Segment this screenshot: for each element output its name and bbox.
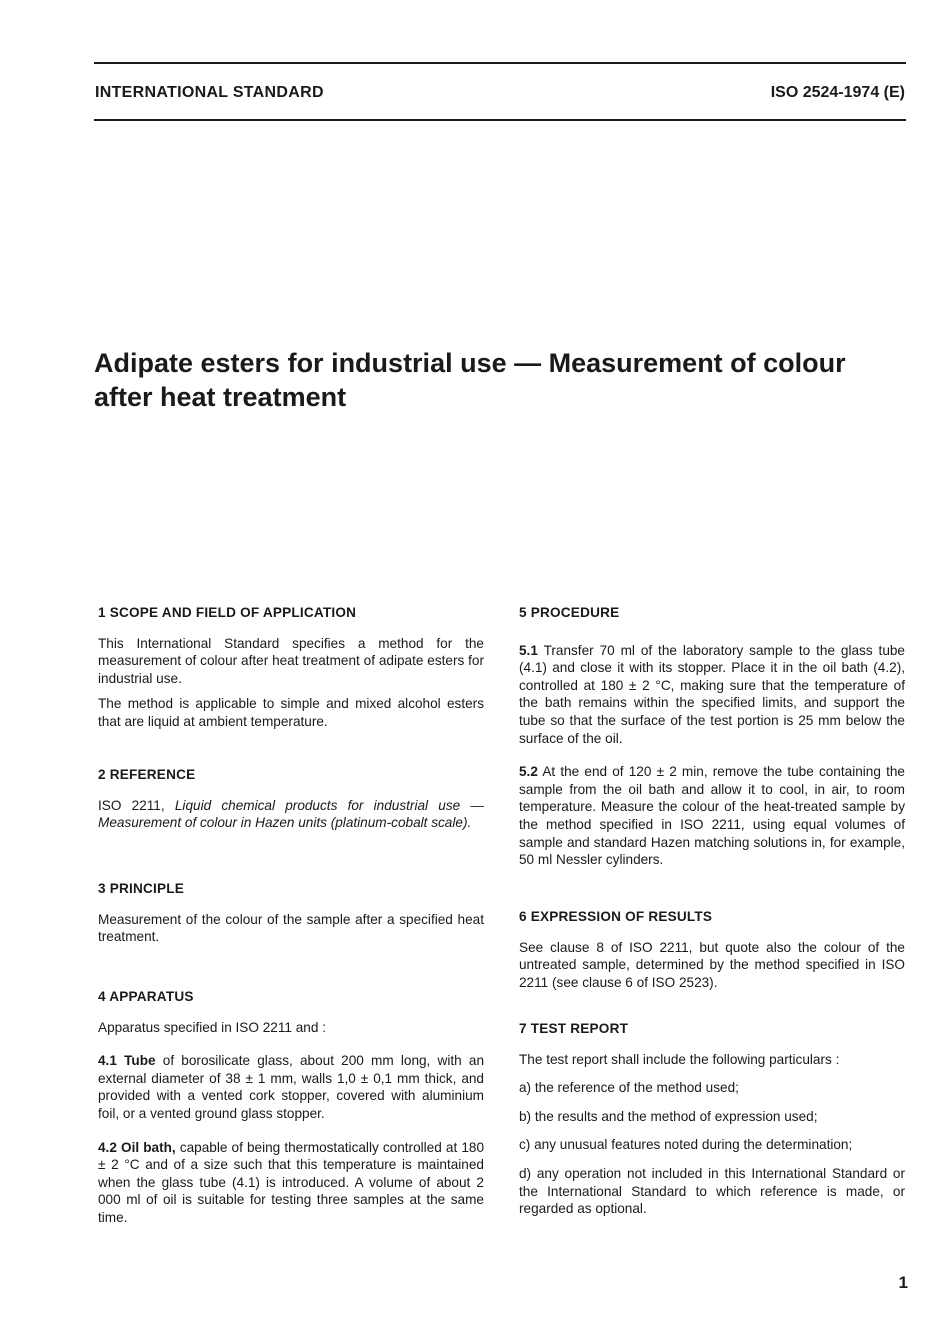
- reference-paragraph: [98, 797, 484, 832]
- step-text: Transfer 70 ml of the laboratory sample to the glass tube (4.1) and close it with its stopper. Place it in the oil bath (4.2), controlled at 180 ± 2 °C, making sure that the temperature of the bath remains within the specified limits, and support the tube so that the surface of the test portion is 25 mm below the surface of the oil.: [519, 642, 905, 746]
- section-expression-of-results: [519, 908, 905, 991]
- step-number: 5.2: [519, 764, 538, 780]
- procedure-step-1: [519, 642, 905, 748]
- paragraph: Apparatus specified in ISO 2211 and :: [98, 1019, 326, 1035]
- header-standard-type: INTERNATIONAL STANDARD: [95, 84, 324, 101]
- list-item: c) any unusual features noted during the determination;: [519, 1137, 853, 1153]
- list-item: a) the reference of the method used;: [519, 1080, 739, 1096]
- procedure-step-2: [519, 763, 905, 869]
- section-test-report: [519, 1020, 905, 1229]
- header-standard-number: ISO 2524-1974 (E): [770, 84, 905, 101]
- item-term: Oil bath,: [121, 1139, 176, 1155]
- test-report-list: [519, 1079, 905, 1218]
- header-bottom-rule: [94, 119, 906, 121]
- reference-code: ISO 2211,: [98, 797, 165, 813]
- section-scope: [98, 604, 484, 731]
- item-number: 4.1: [98, 1053, 117, 1069]
- paragraph: This International Standard specifies a method for the measurement of colour after heat treatment of adipate esters for industrial use.: [98, 635, 484, 686]
- apparatus-item-tube: [98, 1052, 484, 1122]
- section-procedure: [519, 604, 905, 869]
- section-heading: 1 SCOPE AND FIELD OF APPLICATION: [98, 605, 357, 620]
- section-heading: 3 PRINCIPLE: [98, 881, 185, 896]
- section-heading: 4 APPARATUS: [98, 989, 194, 1004]
- section-principle: [98, 880, 484, 946]
- paragraph: The test report shall include the following particulars :: [519, 1051, 840, 1067]
- page-number: 1: [898, 1273, 908, 1292]
- paragraph: The method is applicable to simple and mixed alcohol esters that are liquid at ambient temperature.: [98, 696, 484, 729]
- step-number: 5.1: [519, 642, 538, 658]
- header-top-rule: [94, 62, 906, 64]
- reference-title: Liquid chemical products for industrial use — Measurement of colour in Hazen units (platinum-cobalt scale).: [98, 797, 485, 831]
- apparatus-item-oil-bath: [98, 1139, 484, 1227]
- section-reference: [98, 766, 484, 832]
- section-heading: 7 TEST REPORT: [519, 1021, 629, 1036]
- paragraph: See clause 8 of ISO 2211, but quote also the colour of the untreated sample, determined by the method specified in ISO 2211 (see clause 6 of ISO 2523).: [519, 939, 905, 990]
- list-item: b) the results and the method of expression used;: [519, 1108, 818, 1124]
- list-item: d) any operation not included in this International Standard or the International Standard to which reference is made, or regarded as optional.: [519, 1165, 905, 1217]
- section-heading: 6 EXPRESSION OF RESULTS: [519, 909, 713, 924]
- item-text: of borosilicate glass, about 200 mm long, with an external diameter of 38 ± 1 mm, walls 1,0 ± 0,1 mm thick, and provided with a vented cork stopper, covered with aluminium foil, or a vented ground glass stopper.: [98, 1053, 485, 1121]
- item-number: 4.2: [98, 1139, 117, 1155]
- item-text: capable of being thermostatically controlled at 180 ± 2 °C and of a size such that this temperature is maintained when the glass tube (4.1) is introduced. A volume of about 2 000 ml of oil is suitable for testing three samples at the same time.: [98, 1139, 485, 1225]
- paragraph: Measurement of the colour of the sample after a specified heat treatment.: [98, 911, 484, 945]
- document-title: [94, 346, 894, 414]
- section-heading: 5 PROCEDURE: [519, 605, 620, 620]
- section-heading: 2 REFERENCE: [98, 767, 196, 782]
- section-apparatus: [98, 988, 484, 1227]
- step-text: At the end of 120 ± 2 min, remove the tube containing the sample from the oil bath and allow it to cool, in air, to room temperature. Measure the colour of the heat-treated sample by the method specified in ISO 2211, using equal volumes of sample and standard Hazen matching solutions in, for example, 50 ml Nessler cylinders.: [519, 764, 905, 868]
- title-line-2: after heat treatment: [94, 382, 347, 412]
- item-term: Tube: [124, 1053, 156, 1069]
- title-line-1: Adipate esters for industrial use — Measurement of colour: [94, 348, 846, 378]
